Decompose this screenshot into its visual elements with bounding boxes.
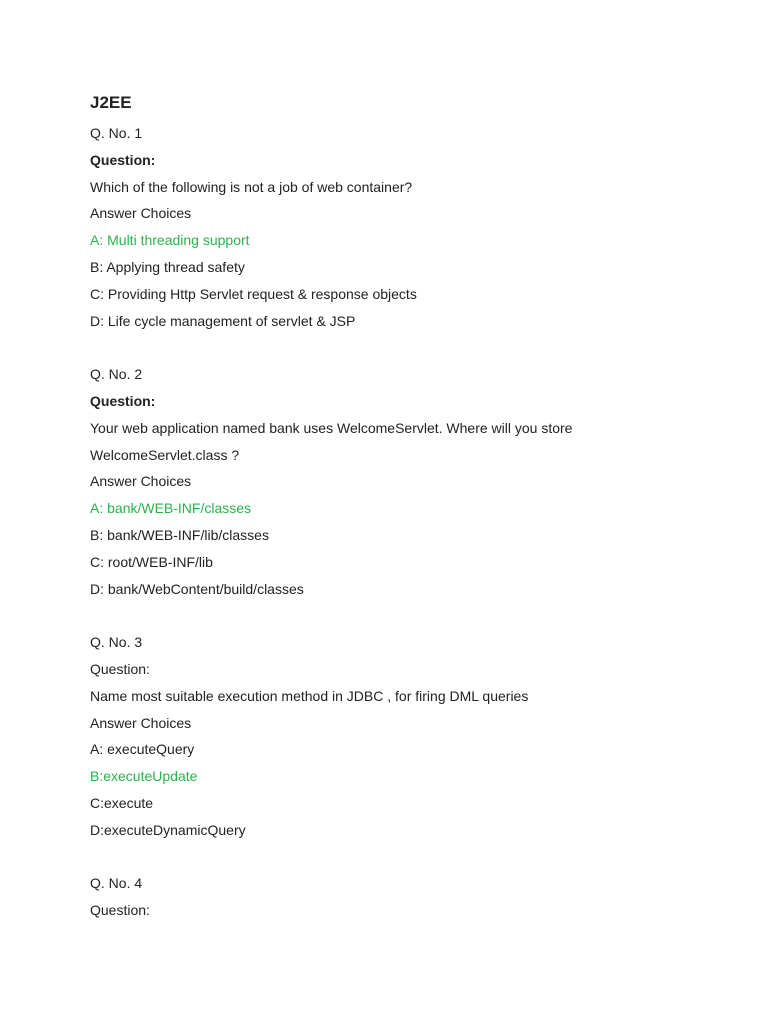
- document-title: J2EE: [90, 93, 132, 112]
- question-number: Q. No. 2: [90, 366, 143, 383]
- question-text: Name most suitable execution method in JDBC , for firing DML queries: [90, 687, 529, 704]
- answer-choices-label: Answer Choices: [90, 473, 192, 490]
- answer-choice-d: D: bank/WebContent/build/classes: [90, 580, 304, 597]
- question-text: Which of the following is not a job of web container?: [90, 178, 413, 195]
- question-text-line-2: WelcomeServlet.class ?: [90, 446, 240, 463]
- blank-line: [90, 844, 730, 871]
- question-block-4: [90, 870, 730, 924]
- question-block-2: [90, 361, 730, 602]
- answer-choice-a: A: executeQuery: [90, 741, 195, 758]
- answer-choice-d: D:executeDynamicQuery: [90, 821, 246, 838]
- blank-line: [90, 602, 730, 629]
- answer-choice-b-correct: B:executeUpdate: [90, 768, 198, 785]
- answer-choice-b: B: bank/WEB-INF/lib/classes: [90, 526, 269, 543]
- question-number: Q. No. 4: [90, 875, 143, 892]
- question-number: Q. No. 1: [90, 125, 143, 141]
- answer-choice-a-correct: A: Multi threading support: [90, 232, 250, 249]
- answer-choice-c: C: Providing Http Servlet request & response objects: [90, 285, 417, 302]
- answer-choices-label: Answer Choices: [90, 714, 192, 731]
- question-label: Question:: [90, 902, 150, 919]
- blank-line: [90, 334, 730, 361]
- question-block-1: [90, 120, 730, 334]
- question-block-3: [90, 629, 730, 843]
- answer-choice-a-correct: A: bank/WEB-INF/classes: [90, 500, 252, 517]
- answer-choice-b: B: Applying thread safety: [90, 258, 245, 275]
- answer-choices-label: Answer Choices: [90, 205, 192, 222]
- document-page: [90, 93, 730, 924]
- question-label: Question:: [90, 392, 156, 409]
- question-number: Q. No. 3: [90, 634, 143, 651]
- answer-choice-d: D: Life cycle management of servlet & JSP: [90, 312, 356, 329]
- answer-choice-c: C: root/WEB-INF/lib: [90, 553, 213, 570]
- answer-choice-c: C:execute: [90, 794, 154, 811]
- question-text-line-1: Your web application named bank uses WelcomeServlet. Where will you store: [90, 419, 573, 436]
- question-label: Question:: [90, 660, 150, 677]
- question-label: Question:: [90, 151, 156, 168]
